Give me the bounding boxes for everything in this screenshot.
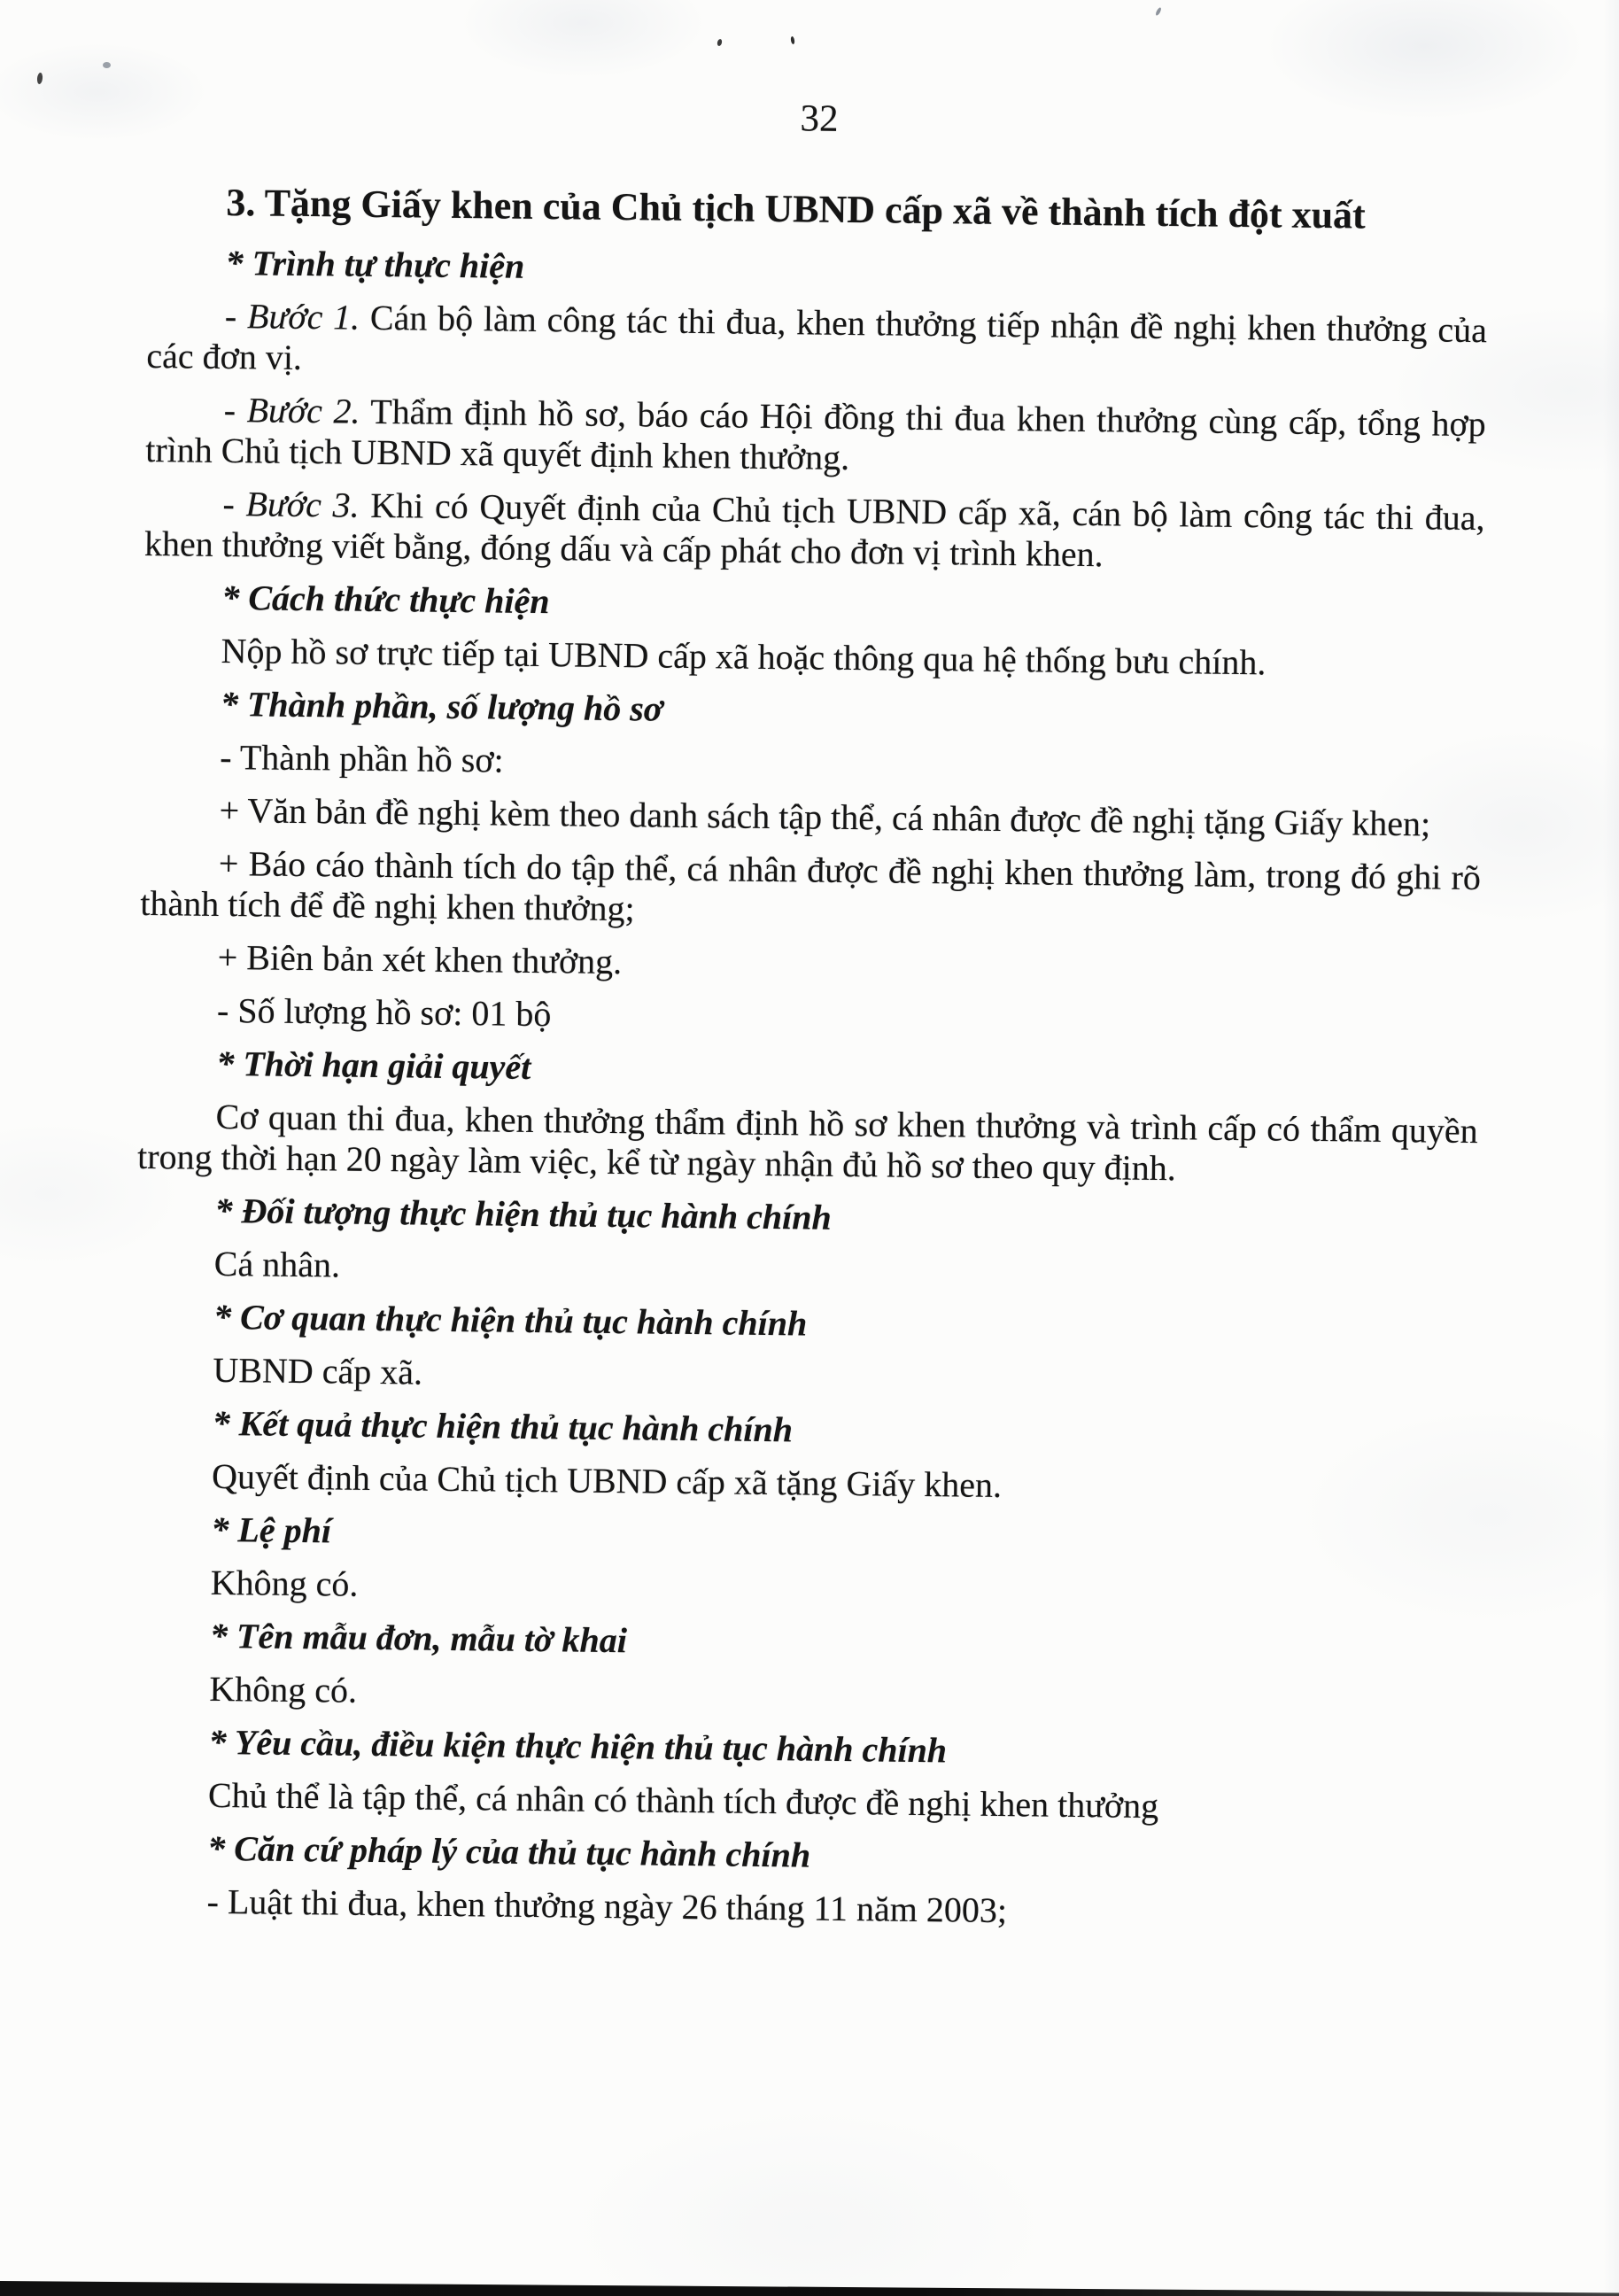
step-paragraph-1 xyxy=(146,295,1487,392)
paragraph: + Văn bản đề nghị kèm theo danh sách tập thể, cá nhân được đề nghị tặng Giấy khen; xyxy=(219,789,1431,844)
paragraph: - Thành phần hồ sơ: xyxy=(220,736,504,780)
section-heading-doi-tuong: * Đối tượng thực hiện thủ tục hành chính xyxy=(214,1190,833,1237)
document-body xyxy=(128,0,1491,1949)
step-text: Cán bộ làm công tác thi đua, khen thưởng tiếp nhận đề nghị khen thưởng của các đơn vị. xyxy=(146,297,1488,377)
section-heading-thoi-han: * Thời hạn giải quyết xyxy=(216,1043,531,1087)
step-text: Thẩm định hồ sơ, báo cáo Hội đồng thi đua khen thưởng cùng cấp, tổng hợp trình Chủ tịch UBND xã quyết định khen thưởng. xyxy=(144,391,1486,477)
paragraph: + Báo cáo thành tích do tập thể, cá nhân được đề nghị khen thưởng làm, trong đó ghi rõ thành tích để đề nghị khen thưởng; xyxy=(140,842,1482,929)
paragraph: Cơ quan thi đua, khen thưởng thẩm định hồ sơ khen thưởng và trình cấp có thẩm quyền trong thời hạn 20 ngày làm việc, kể từ ngày nhận đủ hồ sơ theo quy định. xyxy=(136,1096,1478,1189)
section-heading-cach-thuc: * Cách thức thực hiện xyxy=(221,577,550,622)
paragraph: Nộp hồ sơ trực tiếp tại UBND cấp xã hoặc thông qua hệ thống bưu chính. xyxy=(221,630,1267,683)
paragraph: - Luật thi đua, khen thưởng ngày 26 tháng 11 năm 2003; xyxy=(206,1881,1008,1931)
section-heading-can-cu: * Căn cứ pháp lý của thủ tục hành chính xyxy=(207,1827,811,1875)
scan-speck xyxy=(103,62,111,68)
scanner-edge-band xyxy=(0,2281,1619,2296)
step-paragraph-2 xyxy=(145,389,1486,485)
paragraph: + Biên bản xét khen thưởng. xyxy=(217,936,623,982)
paragraph: Không có. xyxy=(209,1668,358,1710)
section-heading-yeu-cau: * Yêu cầu, điều kiện thực hiện thủ tục hành chính xyxy=(208,1721,948,1771)
document-title: 3. Tặng Giấy khen của Chủ tịch UBND cấp xã về thành tích đột xuất xyxy=(226,180,1367,237)
step-text: Khi có Quyết định của Chủ tịch UBND cấp xã, cán bộ làm công tác thi đua, khen thưởng viết bằng, đóng dấu và cấp phát cho đơn vị trình khen. xyxy=(143,485,1485,575)
section-heading-co-quan: * Cơ quan thực hiện thủ tục hành chính xyxy=(213,1296,808,1344)
step-label: - Bước 3. xyxy=(222,483,360,525)
page-number: 32 xyxy=(800,97,839,140)
step-label: - Bước 1. xyxy=(224,295,360,337)
paragraph: - Số lượng hồ sơ: 01 bộ xyxy=(216,989,552,1035)
paragraph: Cá nhân. xyxy=(213,1243,341,1285)
section-heading-trinh-tu: * Trình tự thực hiện xyxy=(225,242,525,286)
step-paragraph-3 xyxy=(144,483,1485,579)
section-heading-ket-qua: * Kết quả thực hiện thủ tục hành chính xyxy=(212,1402,794,1450)
section-heading-ten-mau-don: * Tên mẫu đơn, mẫu tờ khai xyxy=(209,1615,628,1661)
scan-speck xyxy=(36,73,43,85)
step-label: - Bước 2. xyxy=(223,389,360,431)
paragraph: Quyết định của Chủ tịch UBND cấp xã tặng Giấy khen. xyxy=(211,1455,1003,1506)
section-heading-thanh-phan: * Thành phần, số lượng hồ sơ xyxy=(220,683,663,729)
paragraph: Không có. xyxy=(210,1562,359,1604)
paragraph: UBND cấp xã. xyxy=(213,1349,423,1392)
paragraph: Chủ thể là tập thể, cá nhân có thành tích được đề nghị khen thưởng xyxy=(207,1774,1159,1827)
section-heading-le-phi: * Lệ phí xyxy=(211,1509,332,1551)
